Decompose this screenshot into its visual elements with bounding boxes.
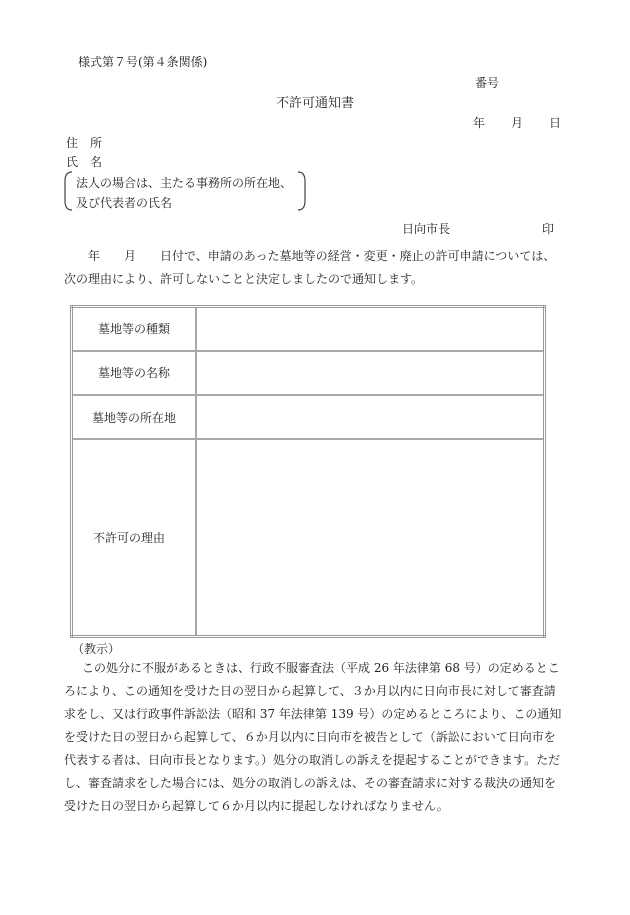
cell-label-cemetery-type: 墓地等の種類 <box>72 307 197 351</box>
cell-value-cemetery-name <box>196 351 545 395</box>
seal-label: 印 <box>542 222 555 236</box>
cell-label-cemetery-name: 墓地等の名称 <box>72 351 197 395</box>
instruction-heading: （教示） <box>72 642 121 656</box>
cell-label-cemetery-location: 墓地等の所在地 <box>72 395 197 439</box>
cell-value-cemetery-location <box>196 395 545 439</box>
document-number-label: 番号 <box>475 76 500 90</box>
cell-value-denial-reason <box>196 439 545 636</box>
date-day-label: 日 <box>549 116 562 130</box>
name-label: 氏 名 <box>66 155 103 169</box>
form-number: 様式第７号(第４条関係) <box>78 55 208 69</box>
table-row <box>72 439 545 636</box>
cell-label-denial-reason: 不許可の理由 <box>72 439 197 636</box>
address-label: 住 所 <box>66 136 103 150</box>
document-title: 不許可通知書 <box>275 96 354 111</box>
date-month-label: 月 <box>511 116 524 130</box>
mayor-label: 日向市長 <box>402 222 451 236</box>
cell-value-cemetery-type <box>196 307 545 351</box>
table-row <box>72 351 545 395</box>
date-year-label: 年 <box>473 116 486 130</box>
corporate-note-line1: 法人の場合は、主たる事務所の所在地、 <box>76 176 293 190</box>
details-table <box>70 305 546 638</box>
table-row <box>72 307 545 351</box>
notice-body-text: 年 月 日付で、申請のあった墓地等の経営・変更・廃止の許可申請については、次の理由により、許可しないことと決定しましたので通知します。 <box>64 249 556 286</box>
table-row <box>72 395 545 439</box>
date-line <box>473 117 561 129</box>
instruction-text: この処分に不服があるときは、行政不服審査法（平成 26 年法律第 68 号）の定めるところにより、この通知を受けた日の翌日から起算して、３か月以内に日向市長に対して審査請求をし、又は行政事件訴訟法（昭和 37 年法律第 139 号）の定めるところにより、この通知を受けた日の翌日から起算して、６か月以内に日向市を被告として（訴訟において日向市を代表する者は、日向市長となります。）処分の取消しの訴えを提起することができます。ただし、審査請求をした場合には、処分の取消しの訴えは、その審査請求に対する裁決の通知を受けた日の翌日から起算して６か月以内に提起しなければなりません。 <box>64 661 562 813</box>
corporate-note-line2: 及び代表者の氏名 <box>76 196 173 210</box>
